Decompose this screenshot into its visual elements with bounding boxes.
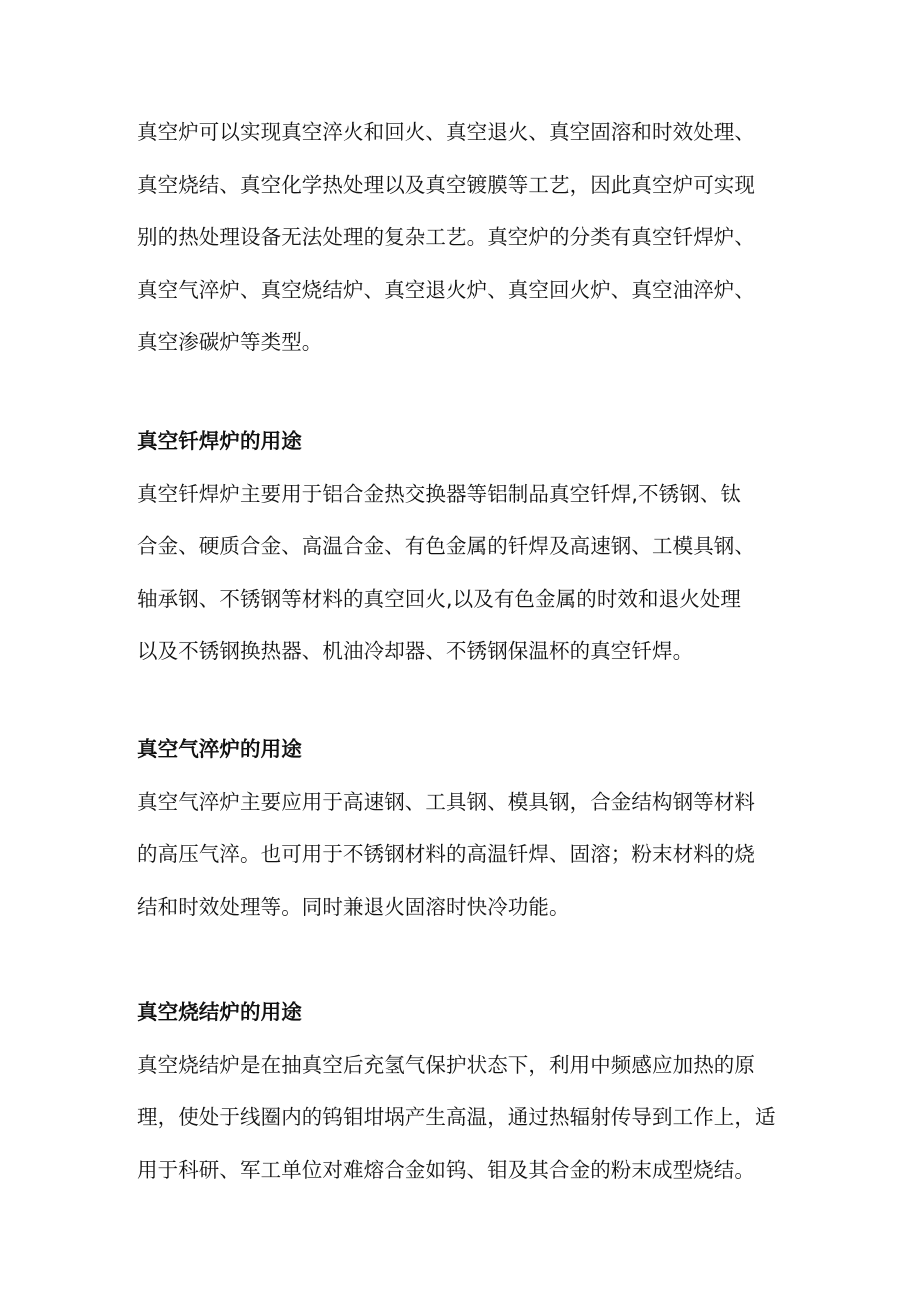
- section-heading: 真空烧结炉的用途: [137, 1000, 302, 1024]
- paragraph-line: 真空炉可以实现真空淬火和回火、真空退火、真空固溶和时效处理、: [137, 120, 755, 144]
- paragraph-line: 真空气淬炉、真空烧结炉、真空退火炉、真空回火炉、真空油淬炉、: [137, 277, 755, 302]
- paragraph-line: 合金、硬质合金、高温合金、有色金属的钎焊及高速钢、工模具钢、: [137, 534, 755, 558]
- paragraph-line: 真空气淬炉主要应用于高速钢、工具钢、模具钢，合金结构钢等材料: [137, 789, 755, 814]
- paragraph-line: 轴承钢、不锈钢等材料的真空回火,以及有色金属的时效和退火处理: [137, 586, 742, 611]
- paragraph-line: 以及不锈钢换热器、机油冷却器、不锈钢保温杯的真空钎焊。: [137, 639, 694, 663]
- paragraph-line: 的高压气淬。也可用于不锈钢材料的高温钎焊、固溶；粉末材料的烧: [137, 842, 755, 866]
- section-sintering-furnace: [137, 986, 807, 1196]
- paragraph-line: 真空烧结、真空化学热处理以及真空镀膜等工艺，因此真空炉可实现: [137, 172, 755, 197]
- section-heading: 真空气淬炉的用途: [137, 737, 302, 761]
- paragraph-line: 真空渗碳炉等类型。: [137, 330, 323, 354]
- paragraph-line: 结和时效处理等。同时兼退火固溶时快冷功能。: [137, 894, 570, 919]
- paragraph-line: 理，使处于线圈内的钨钼坩埚产生高温，通过热辐射传导到工作上，适: [137, 1105, 776, 1129]
- paragraph-line: 真空钎焊炉主要用于铝合金热交换器等铝制品真空钎焊,不锈钢、钛: [137, 481, 742, 506]
- section-brazing-furnace: [137, 415, 807, 678]
- intro-paragraph: [137, 106, 807, 369]
- paragraph-line: 用于科研、军工单位对难熔合金如钨、钼及其合金的粉末成型烧结。: [137, 1157, 755, 1182]
- section-gas-quench-furnace: [137, 723, 807, 933]
- section-heading: 真空钎焊炉的用途: [137, 429, 302, 453]
- paragraph-line: 别的热处理设备无法处理的复杂工艺。真空炉的分类有真空钎焊炉、: [137, 225, 755, 249]
- paragraph-line: 真空烧结炉是在抽真空后充氢气保护状态下，利用中频感应加热的原: [137, 1052, 755, 1077]
